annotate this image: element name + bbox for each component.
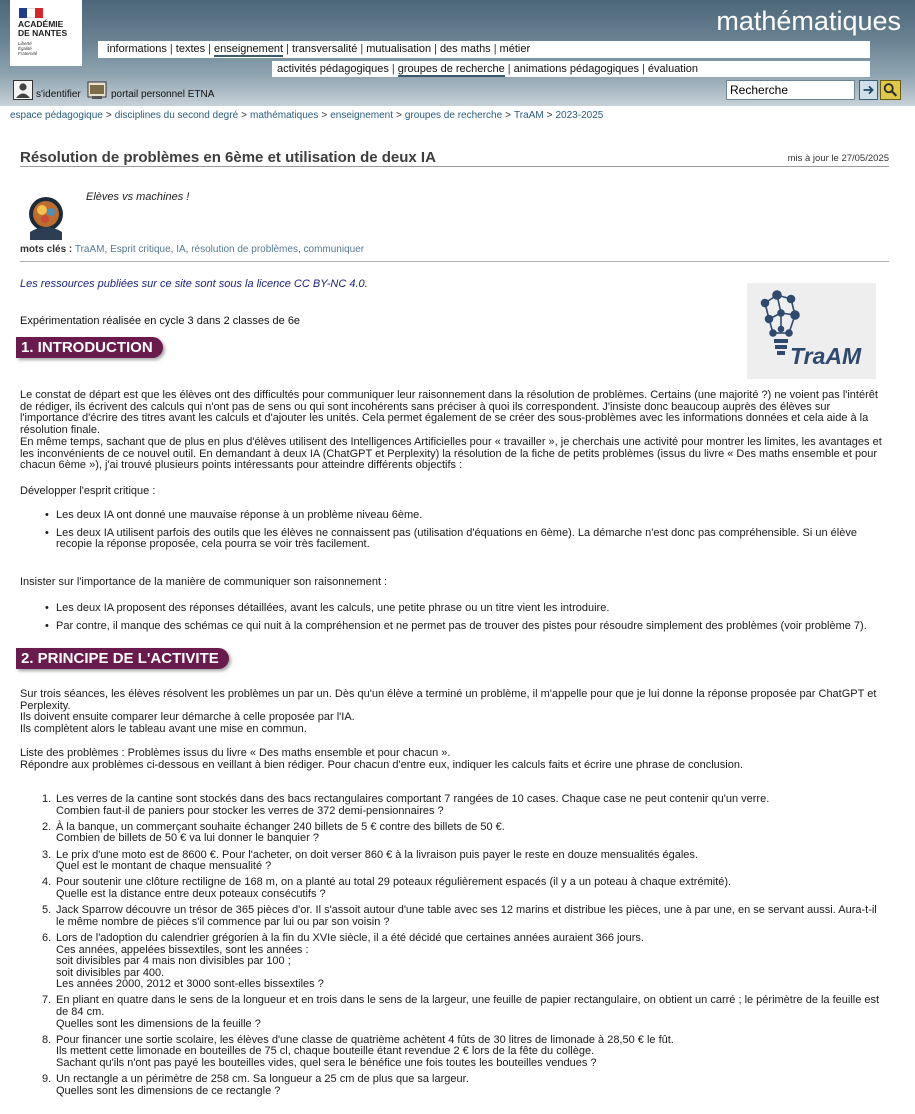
list-item: • Les deux IA proposent des réponses détaillées, avant les calculs, une petite phrase ou un titre vient les introduire. bbox=[20, 603, 880, 615]
updated-date: mis à jour le 27/05/2025 bbox=[787, 153, 889, 164]
nav-informations[interactable]: informations bbox=[107, 43, 167, 55]
list-item: • Par contre, il manque des schémas ce qui nuit à la compréhension et ne permet pas de trouver des pistes pour résoudre simplement des problèmes (voir problème 7). bbox=[20, 621, 880, 633]
french-flag-icon bbox=[19, 8, 43, 18]
principle-text bbox=[20, 689, 888, 735]
breadcrumb-item[interactable]: espace pédagogique bbox=[10, 110, 103, 121]
nav-enseignement[interactable]: enseignement bbox=[214, 43, 284, 55]
problem-item: 4. Pour soutenir une clôture rectiligne de 168 m, on a planté au total 29 poteaux régulièrement espacés (il y a un poteau à chaque extrémité). Quelle est la distance entre deux poteaux consécutifs ? bbox=[42, 876, 732, 900]
keywords-line: mots clés : TraAM, Esprit critique, IA, résolution de problèmes, communiquer bbox=[20, 244, 365, 255]
user-icon[interactable] bbox=[13, 80, 33, 100]
site-title[interactable]: mathématiques bbox=[716, 6, 901, 36]
magnifier-icon bbox=[881, 81, 900, 99]
keyword-link[interactable]: IA bbox=[176, 244, 186, 255]
text-line: Répondre aux problèmes ci-dessous en veillant à bien rédiger. Pour chacun d'entre eux, indiquer les calculs faits et écrire une phrase de conclusion. bbox=[20, 758, 744, 771]
communicate-label: Insister sur l'importance de la manière de communiquer son raisonnement : bbox=[20, 576, 388, 588]
breadcrumb-item[interactable]: groupes de recherche bbox=[404, 110, 503, 121]
text-line: Ils complètent alors le tableau avant une mise en commun. bbox=[20, 722, 307, 735]
text-line: Ils doivent ensuite comparer leur démarche à celle proposée par l'IA. bbox=[20, 711, 355, 724]
critique-list bbox=[20, 510, 880, 551]
problem-item: 9. Un rectangle a un périmètre de 258 cm. Sa longueur a 25 cm de plus que sa largeur. Quelles sont les dimensions de ce rectangle ? bbox=[42, 1073, 469, 1097]
problem-item: 6. Lors de l'adoption du calendrier grégorien à la fin du XVIe siècle, il a été décidé que certaines années auraient 366 jours. Ces années, appelées bissextiles, sont les années : soit divisibles par 4 mais non divisibles par 100 ; soit divisibles par 400. Les années 2000, 2012 et 3000 sont-elles bissextiles ? bbox=[42, 931, 644, 991]
keyword-link[interactable]: Esprit critique bbox=[110, 244, 171, 255]
search-input[interactable] bbox=[726, 80, 855, 100]
nav-mutualisation[interactable]: mutualisation bbox=[366, 43, 432, 55]
breadcrumb-item[interactable]: TraAM bbox=[514, 110, 544, 121]
keywords-label: mots clés : bbox=[20, 244, 73, 255]
problem-list-intro bbox=[20, 748, 888, 771]
robot-head-icon bbox=[22, 192, 70, 240]
academie-logo[interactable] bbox=[10, 0, 82, 66]
teaser: Elèves vs machines ! bbox=[86, 191, 190, 203]
list-item: • Les deux IA utilisent parfois des outils que les élèves ne connaissent pas (utilisation d'équations en 6ème). La démarche n'est donc pas compréhensible. Si un élève recopie la réponse proposée, cela pourra se voir très facilement. bbox=[20, 528, 880, 551]
portal-icon[interactable] bbox=[87, 80, 107, 100]
text-line: Sur trois séances, les élèves résolvent les problèmes un par un. Dès qu'un élève a terminé un problème, il m'appelle pour que je lui donne la réponse proposée par ChatGPT et Perplexity. bbox=[20, 688, 877, 712]
breadcrumb-item[interactable]: mathématiques bbox=[249, 110, 319, 121]
problem-list bbox=[20, 794, 880, 1102]
traam-logo-text: TraAM bbox=[790, 343, 862, 369]
breadcrumb-item[interactable]: 2023-2025 bbox=[555, 110, 604, 121]
critique-label: Développer l'esprit critique : bbox=[20, 485, 156, 497]
site-header bbox=[0, 0, 915, 106]
nav-metier[interactable]: métier bbox=[499, 43, 531, 55]
problem-item: 2. À la banque, un commerçant souhaite échanger 240 billets de 5 € contre des billets de 50 €. Combien de billets de 50 € va lui donner le banquier ? bbox=[42, 820, 505, 845]
text-line: Liste des problèmes : Problèmes issus du livre « Des maths ensemble et pour chacun ». bbox=[20, 747, 451, 759]
divider bbox=[20, 166, 889, 167]
arrow-right-icon bbox=[860, 81, 877, 99]
advanced-search-button[interactable] bbox=[880, 80, 901, 100]
keyword-link[interactable]: communiquer bbox=[303, 244, 365, 255]
nav-transversalite[interactable]: transversalité bbox=[291, 43, 358, 55]
problem-item: 8. Pour financer une sortie scolaire, les élèves d'une classe de quatrième achètent 4 fûts de 30 litres de limonade à 28,50 € le fût. Ils mettent cette limonade en bouteilles de 75 cl, chaque bouteille étant revendue 2 € lors de la fête du collège. Sachant qu'ils n'ont pas payé les bouteilles vides, quel sera le bénéfice une fois toutes les bouteilles vendues ? bbox=[42, 1033, 674, 1070]
page-title: Résolution de problèmes en 6ème et utilisation de deux IA bbox=[20, 149, 436, 166]
divider bbox=[20, 261, 889, 262]
nav-evaluation[interactable]: évaluation bbox=[647, 63, 699, 75]
secondary-nav: activités pédagogiques | groupes de recherche | animations pédagogiques | évaluation bbox=[272, 61, 870, 77]
list-item: • Les deux IA ont donné une mauvaise réponse à un problème niveau 6ème. bbox=[20, 510, 880, 522]
breadcrumb: espace pédagogique > disciplines du second degré > mathématiques > enseignement > groupes de recherche > TraAM > 2023-2025 bbox=[10, 110, 604, 121]
section-heading-introduction: 1. INTRODUCTION bbox=[16, 337, 163, 358]
problem-item: 7. En pliant en quatre dans le sens de la longueur et en trois dans le sens de la largeur, une feuille de papier rectangulaire, on obtient un carré ; le périmètre de la feuille est de 84 cm. Quelles sont les dimensions de la feuille ? bbox=[42, 994, 880, 1030]
communicate-list bbox=[20, 603, 880, 632]
keyword-link[interactable]: résolution de problèmes bbox=[191, 244, 298, 255]
primary-nav: informations | textes | enseignement | transversalité | mutualisation | des maths | métier bbox=[98, 41, 870, 58]
problem-item: 1. Les verres de la cantine sont stockés dans des bacs rectangulaires comportant 7 rangées de 10 cases. Chaque case ne peut contenir qu'un verre. Combien faut-il de paniers pour stocker les verres de 372 demi-pensionnaires ? bbox=[42, 793, 770, 817]
section-heading-principe: 2. PRINCIPE DE L'ACTIVITE bbox=[16, 648, 229, 669]
search-submit-button[interactable] bbox=[859, 80, 878, 100]
intro-paragraph: En même temps, sachant que de plus en plus d'élèves utilisent des Intelligences Artificielles pour « travailler », je cherchais une activité pour montrer les limites, les avantages et les inconvénients de ce nouvel outil. En demandant à deux IA (ChatGPT et Perplexity) la résolution de la fiche de petits problèmes (issus du livre « Des maths ensemble et pour chacun 6ème »), j'ai trouvé plusieurs points intéressants pour atteindre différents objectifs : bbox=[20, 436, 882, 472]
logo-name: ACADÉMIE DE NANTES bbox=[18, 19, 68, 38]
nav-groupes-de-recherche[interactable]: groupes de recherche bbox=[397, 63, 505, 75]
nav-animations-pedagogiques[interactable]: animations pédagogiques bbox=[513, 63, 640, 75]
experiment-note: Expérimentation réalisée en cycle 3 dans 2 classes de 6e bbox=[20, 315, 301, 327]
problem-item: 3. Le prix d'une moto est de 8600 €. Pour l'acheter, on doit verser 860 € à la livraison puis payer le reste en douze mensualités égales. Quel est le montant de chaque mensualité ? bbox=[42, 848, 698, 873]
nav-textes[interactable]: textes bbox=[175, 43, 206, 55]
breadcrumb-item[interactable]: disciplines du second degré bbox=[114, 110, 239, 121]
login-link[interactable]: s'identifier bbox=[36, 89, 81, 100]
portal-link[interactable]: portail personnel ETNA bbox=[111, 89, 215, 100]
problem-item: 5. Jack Sparrow découvre un trésor de 365 pièces d'or. Il s'assoit autour d'une table avec ses 12 marins et distribue les pièces, une à par une, en se servant aussi. Aura-t-il le même nombre de pièces s'il commence par lui ou par son voisin ? bbox=[42, 904, 877, 928]
breadcrumb-item[interactable]: enseignement bbox=[330, 110, 394, 121]
logo-motto: Liberté Égalité Fraternité bbox=[18, 41, 38, 56]
nav-des-maths[interactable]: des maths bbox=[439, 43, 491, 55]
intro-paragraph: Le constat de départ est que les élèves ont des difficultés pour communiquer leur raisonnement dans la résolution de problèmes. Certains (une majorité ?) ne voient pas l'intérêt de rédiger, ils écrivent des calculs qui n'ont pas de sens ou qui sont incohérents sans préciser à quoi ils correspondent. J'insiste donc beaucoup auprès des élèves sur l'importance d'écrire des titres avant les calculs et d'ajouter les unités. Cela permet également de se créer des sous-problèmes avec les informations données et cela aide à la résolution finale. bbox=[20, 389, 878, 436]
nav-activites-pedagogiques[interactable]: activités pédagogiques bbox=[277, 63, 389, 75]
license-note: Les ressources publiées sur ce site sont sous la licence CC BY-NC 4.0. bbox=[20, 278, 368, 290]
traam-logo bbox=[747, 283, 876, 379]
keyword-link[interactable]: TraAM bbox=[74, 244, 105, 255]
